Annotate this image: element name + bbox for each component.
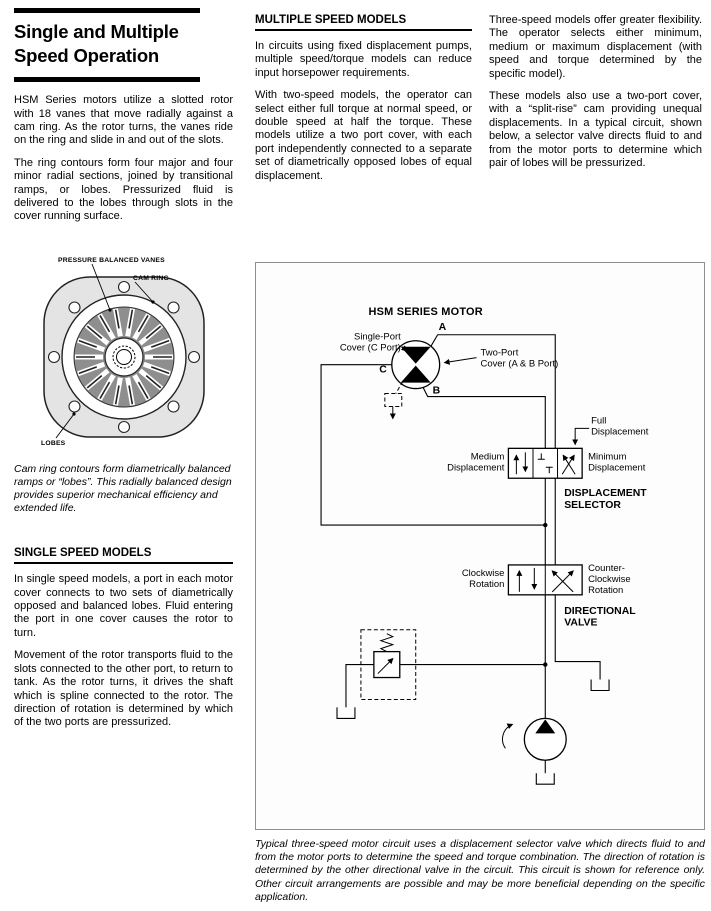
paragraph: With two-speed models, the operator can select either full torque at normal speed, or double speed at half the torque. These models utilize a two port cover, with each port independently connected to a separate set of diametrically opposed lobes of equal displacement.: [255, 89, 472, 182]
junction-dot: [543, 662, 547, 666]
medium-displacement-label: Medium: [470, 451, 505, 463]
directional-valve-symbol: [508, 565, 582, 595]
label-lobes: LOBES: [41, 439, 66, 447]
cam-ring-figure: [14, 252, 233, 516]
right-column: [489, 14, 702, 179]
paragraph: Movement of the rotor transports fluid to the slots connected to the other port, to return to tank. As the rotor turns, it drives the shaft which is spline connected to the rotor. The direction of rotation is determined by which of the two ports are pressurized.: [14, 649, 233, 729]
counter-clockwise-label: Counter-: [588, 562, 625, 574]
cam-ring-diagram: [14, 252, 239, 452]
port-a-label: A: [438, 321, 447, 333]
label-cam-ring: CAM RING: [133, 274, 169, 282]
single-speed-heading: SINGLE SPEED MODELS: [14, 547, 233, 564]
tank-icon: [591, 680, 609, 691]
paragraph: HSM Series motors utilize a slotted rotor with 18 vanes that move radially against a cam ring. As the rotor turns, the vanes ride on the ring and slide in and out of the slots.: [14, 94, 233, 147]
case-drain: [385, 382, 403, 419]
paragraph: In single speed models, a port in each motor cover connects to two sets of diametrically opposed and balanced lobes. Fluid entering the port in one cover causes the rotor to turn.: [14, 573, 233, 639]
figure-caption: Cam ring contours form diametrically balanced ramps or “lobes”. This radially balanced design provides superior mechanical efficiency and extended life.: [14, 462, 232, 515]
leader-dot: [108, 308, 111, 311]
directional-valve-label: VALVE: [564, 617, 598, 629]
hydraulic-lines: [321, 335, 600, 773]
multiple-speed-heading: MULTIPLE SPEED MODELS: [255, 14, 472, 31]
minimum-displacement-label: Minimum: [588, 451, 627, 463]
counter-clockwise-label: Rotation: [588, 584, 624, 596]
paragraph: In circuits using fixed displacement pumps, multiple speed/torque models can reduce input horsepower requirements.: [255, 40, 472, 79]
leader-dot: [72, 412, 75, 415]
rotor-hub: [105, 338, 143, 376]
circuit-title: HSM SERIES MOTOR: [368, 305, 483, 318]
clockwise-rotation-label: Clockwise: [461, 567, 505, 579]
paragraph: These models also use a two-port cover, with a “split-rise” cam providing unequal displacements. In a typical circuit, shown below, a selector valve directs fluid to and from the motor ports to determine which pair of lobes will be pressurized.: [489, 90, 702, 170]
tank-icon: [337, 707, 355, 718]
port-c-label: C: [379, 364, 387, 376]
port-b-label: B: [432, 385, 441, 397]
circuit-diagram-panel: [255, 262, 705, 830]
single-port-cover-label: Single-Port: [354, 331, 401, 343]
title-rule-bottom: [14, 77, 200, 82]
single-port-cover-label: Cover (C Port): [339, 342, 401, 354]
medium-displacement-label: Displacement: [447, 462, 505, 474]
displacement-selector-label: SELECTOR: [564, 500, 621, 512]
page-title: Single and Multiple Speed Operation: [14, 21, 179, 67]
label-pressure-balanced-vanes: PRESSURE BALANCED VANES: [58, 256, 165, 264]
tank-icon: [536, 773, 554, 784]
circuit-caption: Typical three-speed motor circuit uses a displacement selector valve which directs fluid to and from the motor ports to determine the speed and torque combination. The direction of rotation is determined by the other directional valve in the circuit. This circuit is shown for reference only. Other circuit arrangements are possible and may be more beneficial depending on the specific application.: [255, 838, 705, 903]
paragraph: The ring contours form four major and four minor radial sections, joined by transitional ramps, or lobes. Pressurized fluid is delivered to the lobes through slots in the cover running surface.: [14, 156, 233, 223]
title-rule-top: [14, 8, 200, 13]
full-displacement-leader: [575, 428, 589, 444]
two-port-leader: [445, 358, 477, 363]
full-displacement-label: Full: [591, 415, 607, 427]
rotation-arrow: [503, 724, 513, 748]
directional-valve-label: DIRECTIONAL: [564, 605, 636, 617]
hydraulic-circuit-diagram: [256, 263, 704, 829]
displacement-selector-label: DISPLACEMENT: [564, 488, 647, 500]
paragraph: Three-speed models offer greater flexibility. The operator selects either minimum, medium or maximum displacement (with speed and torque determined by the specific model).: [489, 14, 702, 80]
left-column: [14, 8, 233, 739]
middle-column: [255, 14, 472, 192]
counter-clockwise-label: Clockwise: [588, 573, 631, 585]
junction-dot: [543, 523, 547, 527]
two-port-cover-label: Two-Port: [480, 347, 519, 359]
minimum-displacement-label: Displacement: [588, 462, 646, 474]
leader-dot: [151, 300, 154, 303]
pump-symbol: [503, 718, 567, 760]
clockwise-rotation-label: Rotation: [469, 578, 505, 590]
displacement-selector-valve: [508, 448, 582, 478]
two-port-cover-label: Cover (A & B Port): [480, 358, 559, 370]
full-displacement-label: Displacement: [591, 426, 649, 438]
